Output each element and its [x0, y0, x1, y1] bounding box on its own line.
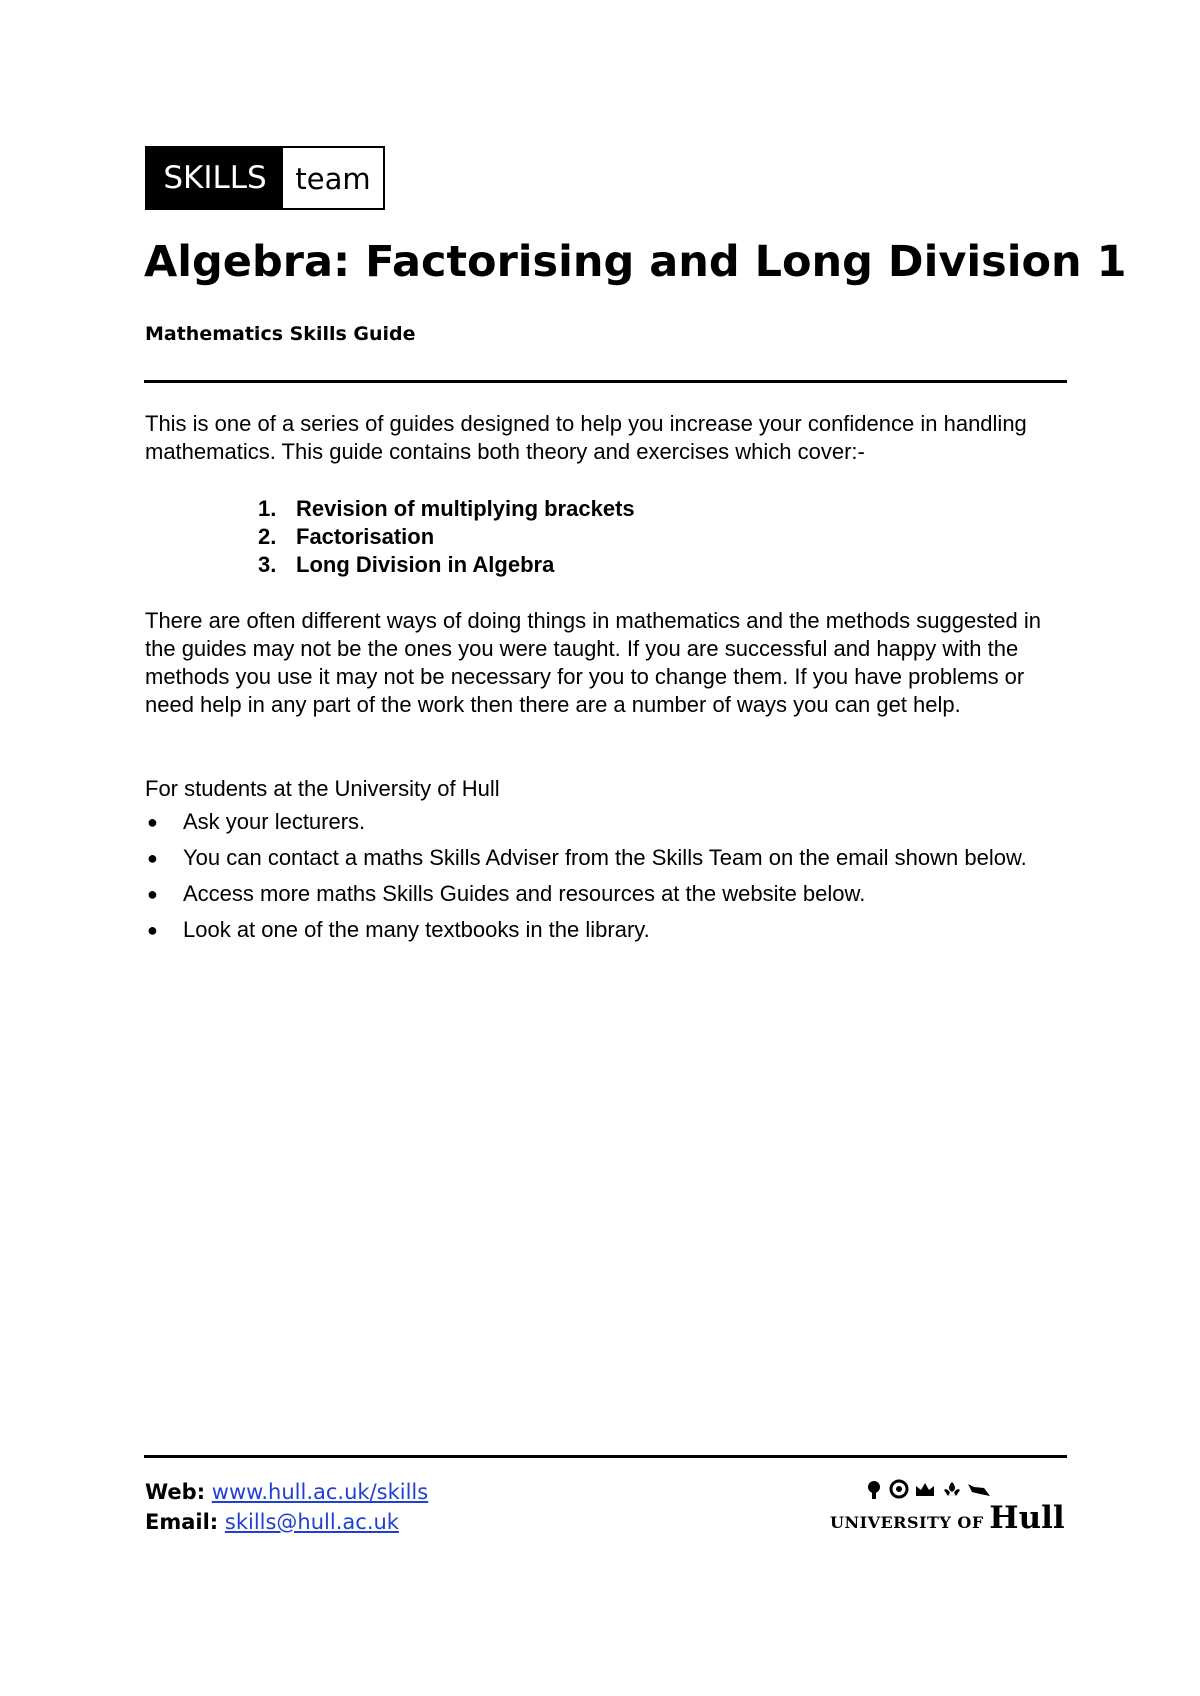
- help-paragraph: There are often different ways of doing things in mathematics and the methods suggested in the guides may not be the ones you were taught. If you are successful and happy with the methods you use it may not be necessary for you to change them. If you have problems or need help in any part of the work then there are a number of ways you can get help.: [145, 608, 1042, 717]
- page-subtitle: Mathematics Skills Guide: [145, 323, 416, 345]
- topics-list: [258, 495, 635, 579]
- email-link[interactable]: skills@hull.ac.uk: [224, 1510, 399, 1534]
- topic-number: 2.: [258, 524, 277, 549]
- skills-team-logo: [145, 146, 385, 210]
- topic-item: [258, 495, 635, 523]
- university-hull: Hull: [989, 1500, 1065, 1536]
- topic-label: Factorisation: [296, 524, 435, 549]
- topic-item: [258, 523, 635, 551]
- bullet-icon: ●: [147, 812, 158, 832]
- topic-label: Revision of multiplying brackets: [296, 496, 635, 521]
- web-label: Web:: [145, 1480, 206, 1504]
- bullet-icon: ●: [147, 884, 158, 904]
- bullet-text: Ask your lecturers.: [183, 809, 366, 834]
- topic-label: Long Division in Algebra: [296, 552, 555, 577]
- university-name: [830, 1500, 1065, 1536]
- bullet-item: [145, 844, 1075, 872]
- bullet-text: Access more maths Skills Guides and resources at the website below.: [183, 881, 866, 906]
- bullet-text: You can contact a maths Skills Adviser from the Skills Team on the email shown below.: [183, 845, 1027, 870]
- web-row: [145, 1477, 428, 1507]
- intro-paragraph: This is one of a series of guides designed to help you increase your confidence in handling mathematics. This guide contains both theory and exercises which cover:-: [145, 411, 1027, 464]
- email-label: Email:: [145, 1510, 219, 1534]
- university-of-hull-logo: [828, 1478, 1068, 1538]
- university-prefix: UNIVERSITY OF: [830, 1513, 984, 1532]
- bullet-icon: ●: [147, 848, 158, 868]
- bullet-item: [145, 808, 1075, 836]
- email-row: [145, 1507, 428, 1537]
- bullet-text: Look at one of the many textbooks in the library.: [183, 917, 650, 942]
- topic-number: 3.: [258, 552, 277, 577]
- footer-contact: [145, 1477, 428, 1537]
- logo-skills-text: SKILLS: [147, 148, 283, 208]
- help-bullet-list: [145, 808, 1075, 952]
- logo-team-text: team: [295, 162, 371, 196]
- web-link[interactable]: www.hull.ac.uk/skills: [211, 1480, 429, 1504]
- topic-item: [258, 551, 635, 579]
- bullet-icon: ●: [147, 920, 158, 940]
- topic-number: 1.: [258, 496, 277, 521]
- footer-divider: [144, 1455, 1067, 1458]
- page-title: Algebra: Factorising and Long Division 1: [144, 237, 1127, 287]
- bullet-item: [145, 916, 1075, 944]
- students-heading: For students at the University of Hull: [145, 776, 500, 801]
- bullet-item: [145, 880, 1075, 908]
- header-divider: [144, 380, 1067, 383]
